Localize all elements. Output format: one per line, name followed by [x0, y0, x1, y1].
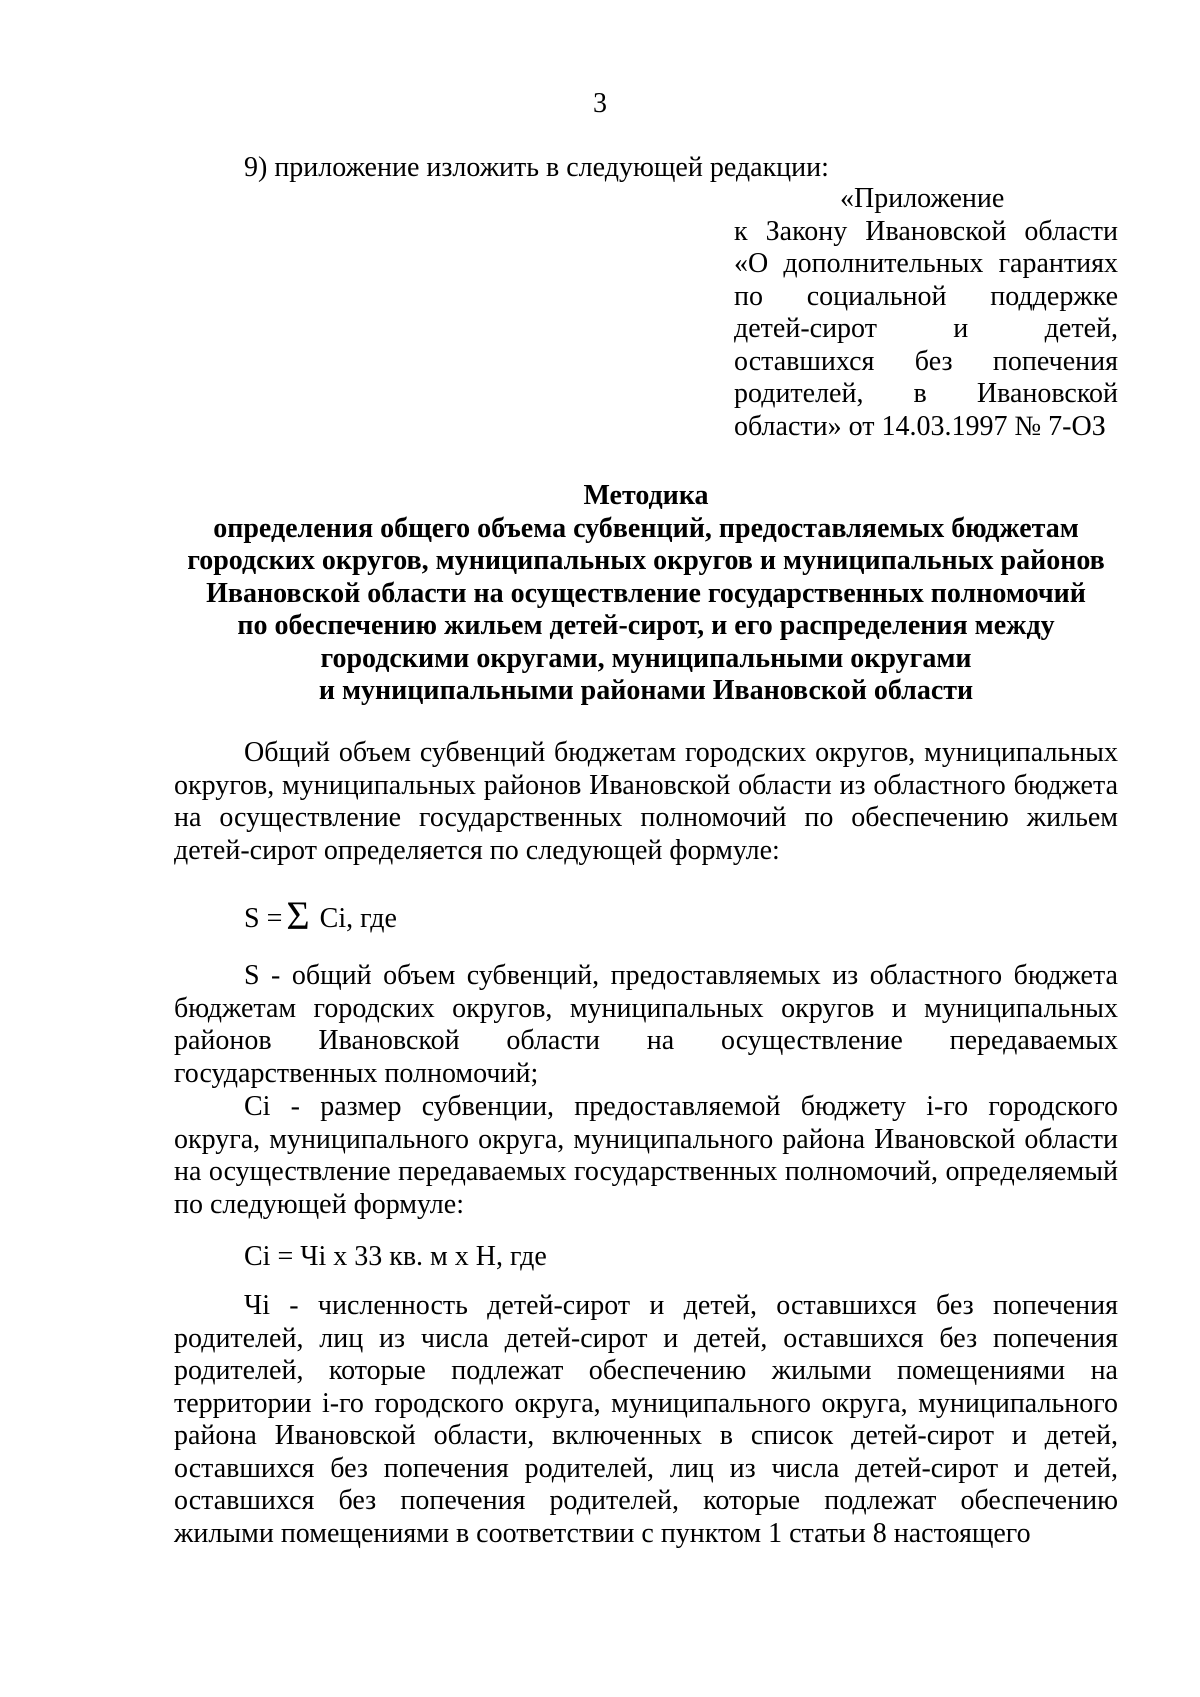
formula-total: [244, 893, 397, 939]
title-line: и муниципальными районами Ивановской области: [318, 675, 974, 706]
intro-line: 9) приложение изложить в следующей редакции:: [244, 152, 829, 183]
appendix-line: «О дополнительных гарантиях: [734, 248, 1118, 279]
formula-ci: Ci = Чi х 33 кв. м х Н, где: [244, 1241, 547, 1272]
formula-total-left: S =: [244, 903, 283, 934]
appendix-line: к Закону Ивановской области: [734, 215, 1118, 247]
paragraph-ci-definition: Ci - размер субвенции, предоставляемой бюджету i-го городского округа, муниципального округа, муниципального района Ивановской области на осуществление передаваемых государственных полномочий, определяемый по следующей формуле:: [174, 1091, 1118, 1220]
title-line: по обеспечению жильем детей-сирот, и его распределения между: [237, 610, 1055, 641]
title-line: Методика: [583, 480, 709, 511]
appendix-line: родителей, в Ивановской: [734, 378, 1118, 409]
appendix-reference: [734, 183, 1118, 443]
appendix-line: по социальной поддержке: [734, 280, 1118, 312]
methodology-title: [174, 480, 1118, 708]
paragraph-s-definition: S - общий объем субвенций, предоставляемых из областного бюджета бюджетам городских округов, муниципальных округов и муниципальных районов Ивановской области на осуществление передаваемых государственных полномочий;: [174, 960, 1118, 1089]
paragraph-chi-definition: Чi - численность детей-сирот и детей, оставшихся без попечения родителей, лиц из числа детей-сирот и детей, оставшихся без попечения родителей, которые подлежат обеспечению жилыми помещениями на территории i-го городского округа, муниципального округа, муниципального района Ивановской области, включенных в список детей-сирот и детей, оставшихся без попечения родителей, лиц из числа детей-сирот и детей, оставшихся без попечения родителей, которые подлежат обеспечению жилыми помещениями в соответствии с пунктом 1 статьи 8 настоящего: [174, 1290, 1118, 1549]
title-line: городских округов, муниципальных округов и муниципальных районов: [187, 545, 1105, 576]
title-line: городскими округами, муниципальными округами: [320, 642, 972, 674]
formula-total-right: Ci, где: [319, 903, 397, 934]
appendix-body: [734, 216, 1118, 444]
appendix-line: оставшихся без попечения: [734, 345, 1118, 377]
title-line: определения общего объема субвенций, предоставляемых бюджетам: [213, 512, 1079, 544]
appendix-line: области» от 14.03.1997 № 7-ОЗ: [734, 410, 1106, 442]
title-line: Ивановской области на осуществление государственных полномочий: [206, 577, 1086, 609]
appendix-heading: «Приложение: [840, 183, 1005, 214]
appendix-line: детей-сирот и детей,: [734, 313, 1118, 344]
sigma-symbol: Σ: [286, 893, 310, 938]
paragraph-total-subvention: Общий объем субвенций бюджетам городских округов, муниципальных округов, муниципальных районов Ивановской области из областного бюджета на осуществление государственных полномочий по обеспечению жильем детей-сирот определяется по следующей формуле:: [174, 737, 1118, 866]
page-number: 3: [593, 88, 607, 119]
